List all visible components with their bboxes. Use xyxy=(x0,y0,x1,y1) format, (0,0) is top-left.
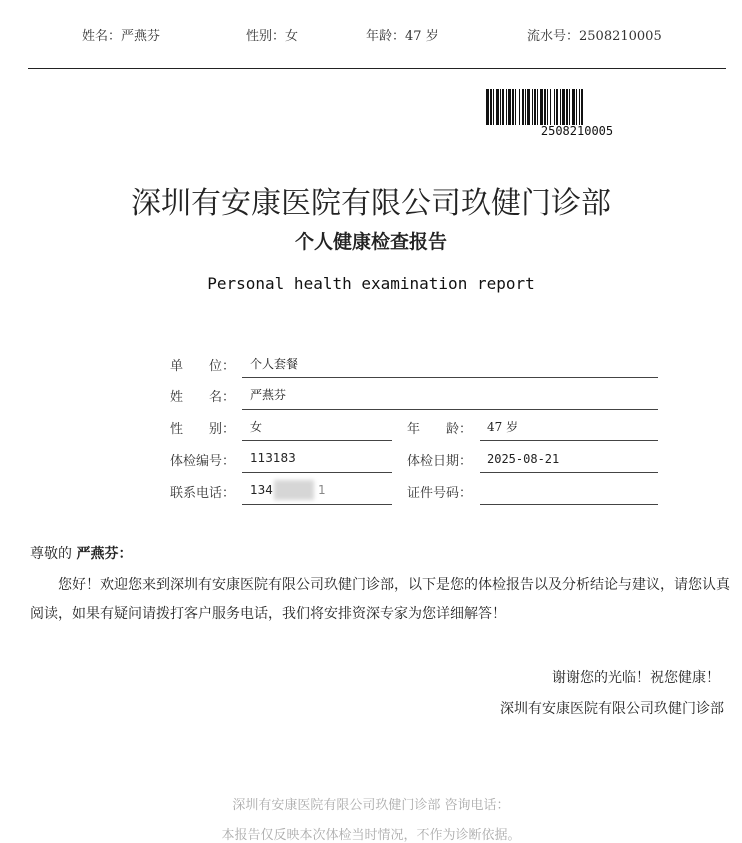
header-serial xyxy=(527,25,662,44)
header-gender xyxy=(246,25,298,44)
id-label: 证件号码： xyxy=(407,486,473,501)
page-title: 深圳有安康医院有限公司玖健门诊部 xyxy=(131,186,611,221)
header-gender-value: 女 xyxy=(285,29,299,44)
header-gender-label: 性别： xyxy=(246,29,286,44)
exam-no-underline xyxy=(242,472,392,473)
name-value: 严燕芬 xyxy=(250,388,287,402)
exam-date-label: 体检日期： xyxy=(407,454,473,469)
unit-value: 个人套餐 xyxy=(250,357,299,371)
exam-date-underline xyxy=(480,472,658,473)
phone-redaction xyxy=(274,480,314,500)
name-label: 姓 名： xyxy=(170,390,236,405)
barcode-icon xyxy=(486,89,668,125)
unit-label: 单 位： xyxy=(170,359,236,374)
exam-no-value: 113183 xyxy=(250,451,296,465)
thanks-line: 谢谢您的光临！祝您健康！ xyxy=(552,670,720,686)
header-serial-value: 2508210005 xyxy=(579,29,662,44)
exam-date-value: 2025-08-21 xyxy=(487,452,560,466)
header-age-value: 47 岁 xyxy=(405,29,439,44)
name-underline xyxy=(242,409,658,410)
header-divider xyxy=(28,68,726,69)
letter-body: 您好！欢迎您来到深圳有安康医院有限公司玖健门诊部，以下是您的体检报告以及分析结论与建议，请您认真阅读，如果有疑问请拨打客户服务电话，我们将安排资深专家为您详细解答！ xyxy=(30,577,730,622)
footer-contact: 深圳有安康医院有限公司玖健门诊部 咨询电话： xyxy=(232,798,510,813)
phone-suffix: 1 xyxy=(318,483,326,497)
header-name-label: 姓名： xyxy=(82,29,122,44)
salutation-text: 尊敬的 xyxy=(30,546,72,562)
age-value: 47 岁 xyxy=(487,420,519,434)
recipient-name: 严燕芬： xyxy=(76,546,133,562)
english-title: Personal health examination report xyxy=(207,274,535,293)
gender-label: 性 别： xyxy=(170,422,236,437)
phone-underline xyxy=(242,504,392,505)
header-name xyxy=(82,25,160,44)
phone-prefix: 134 xyxy=(250,483,273,497)
header-serial-label: 流水号： xyxy=(527,29,580,44)
page-subtitle: 个人健康检查报告 xyxy=(294,231,447,253)
unit-underline xyxy=(242,377,658,378)
salutation xyxy=(30,543,132,563)
barcode-number: 2508210005 xyxy=(540,124,614,138)
header-age xyxy=(366,25,439,44)
id-underline xyxy=(480,504,658,505)
age-underline xyxy=(480,440,658,441)
age-label: 年 龄： xyxy=(407,422,473,437)
phone-label: 联系电话： xyxy=(170,486,236,501)
exam-no-label: 体检编号： xyxy=(170,454,236,469)
gender-value: 女 xyxy=(250,420,263,434)
footer-disclaimer: 本报告仅反映本次体检当时情况，不作为诊断依据。 xyxy=(221,828,521,843)
header-name-value: 严燕芬 xyxy=(121,29,161,44)
gender-underline xyxy=(242,440,392,441)
header-age-label: 年龄： xyxy=(366,29,406,44)
signature-line: 深圳有安康医院有限公司玖健门诊部 xyxy=(500,701,724,717)
